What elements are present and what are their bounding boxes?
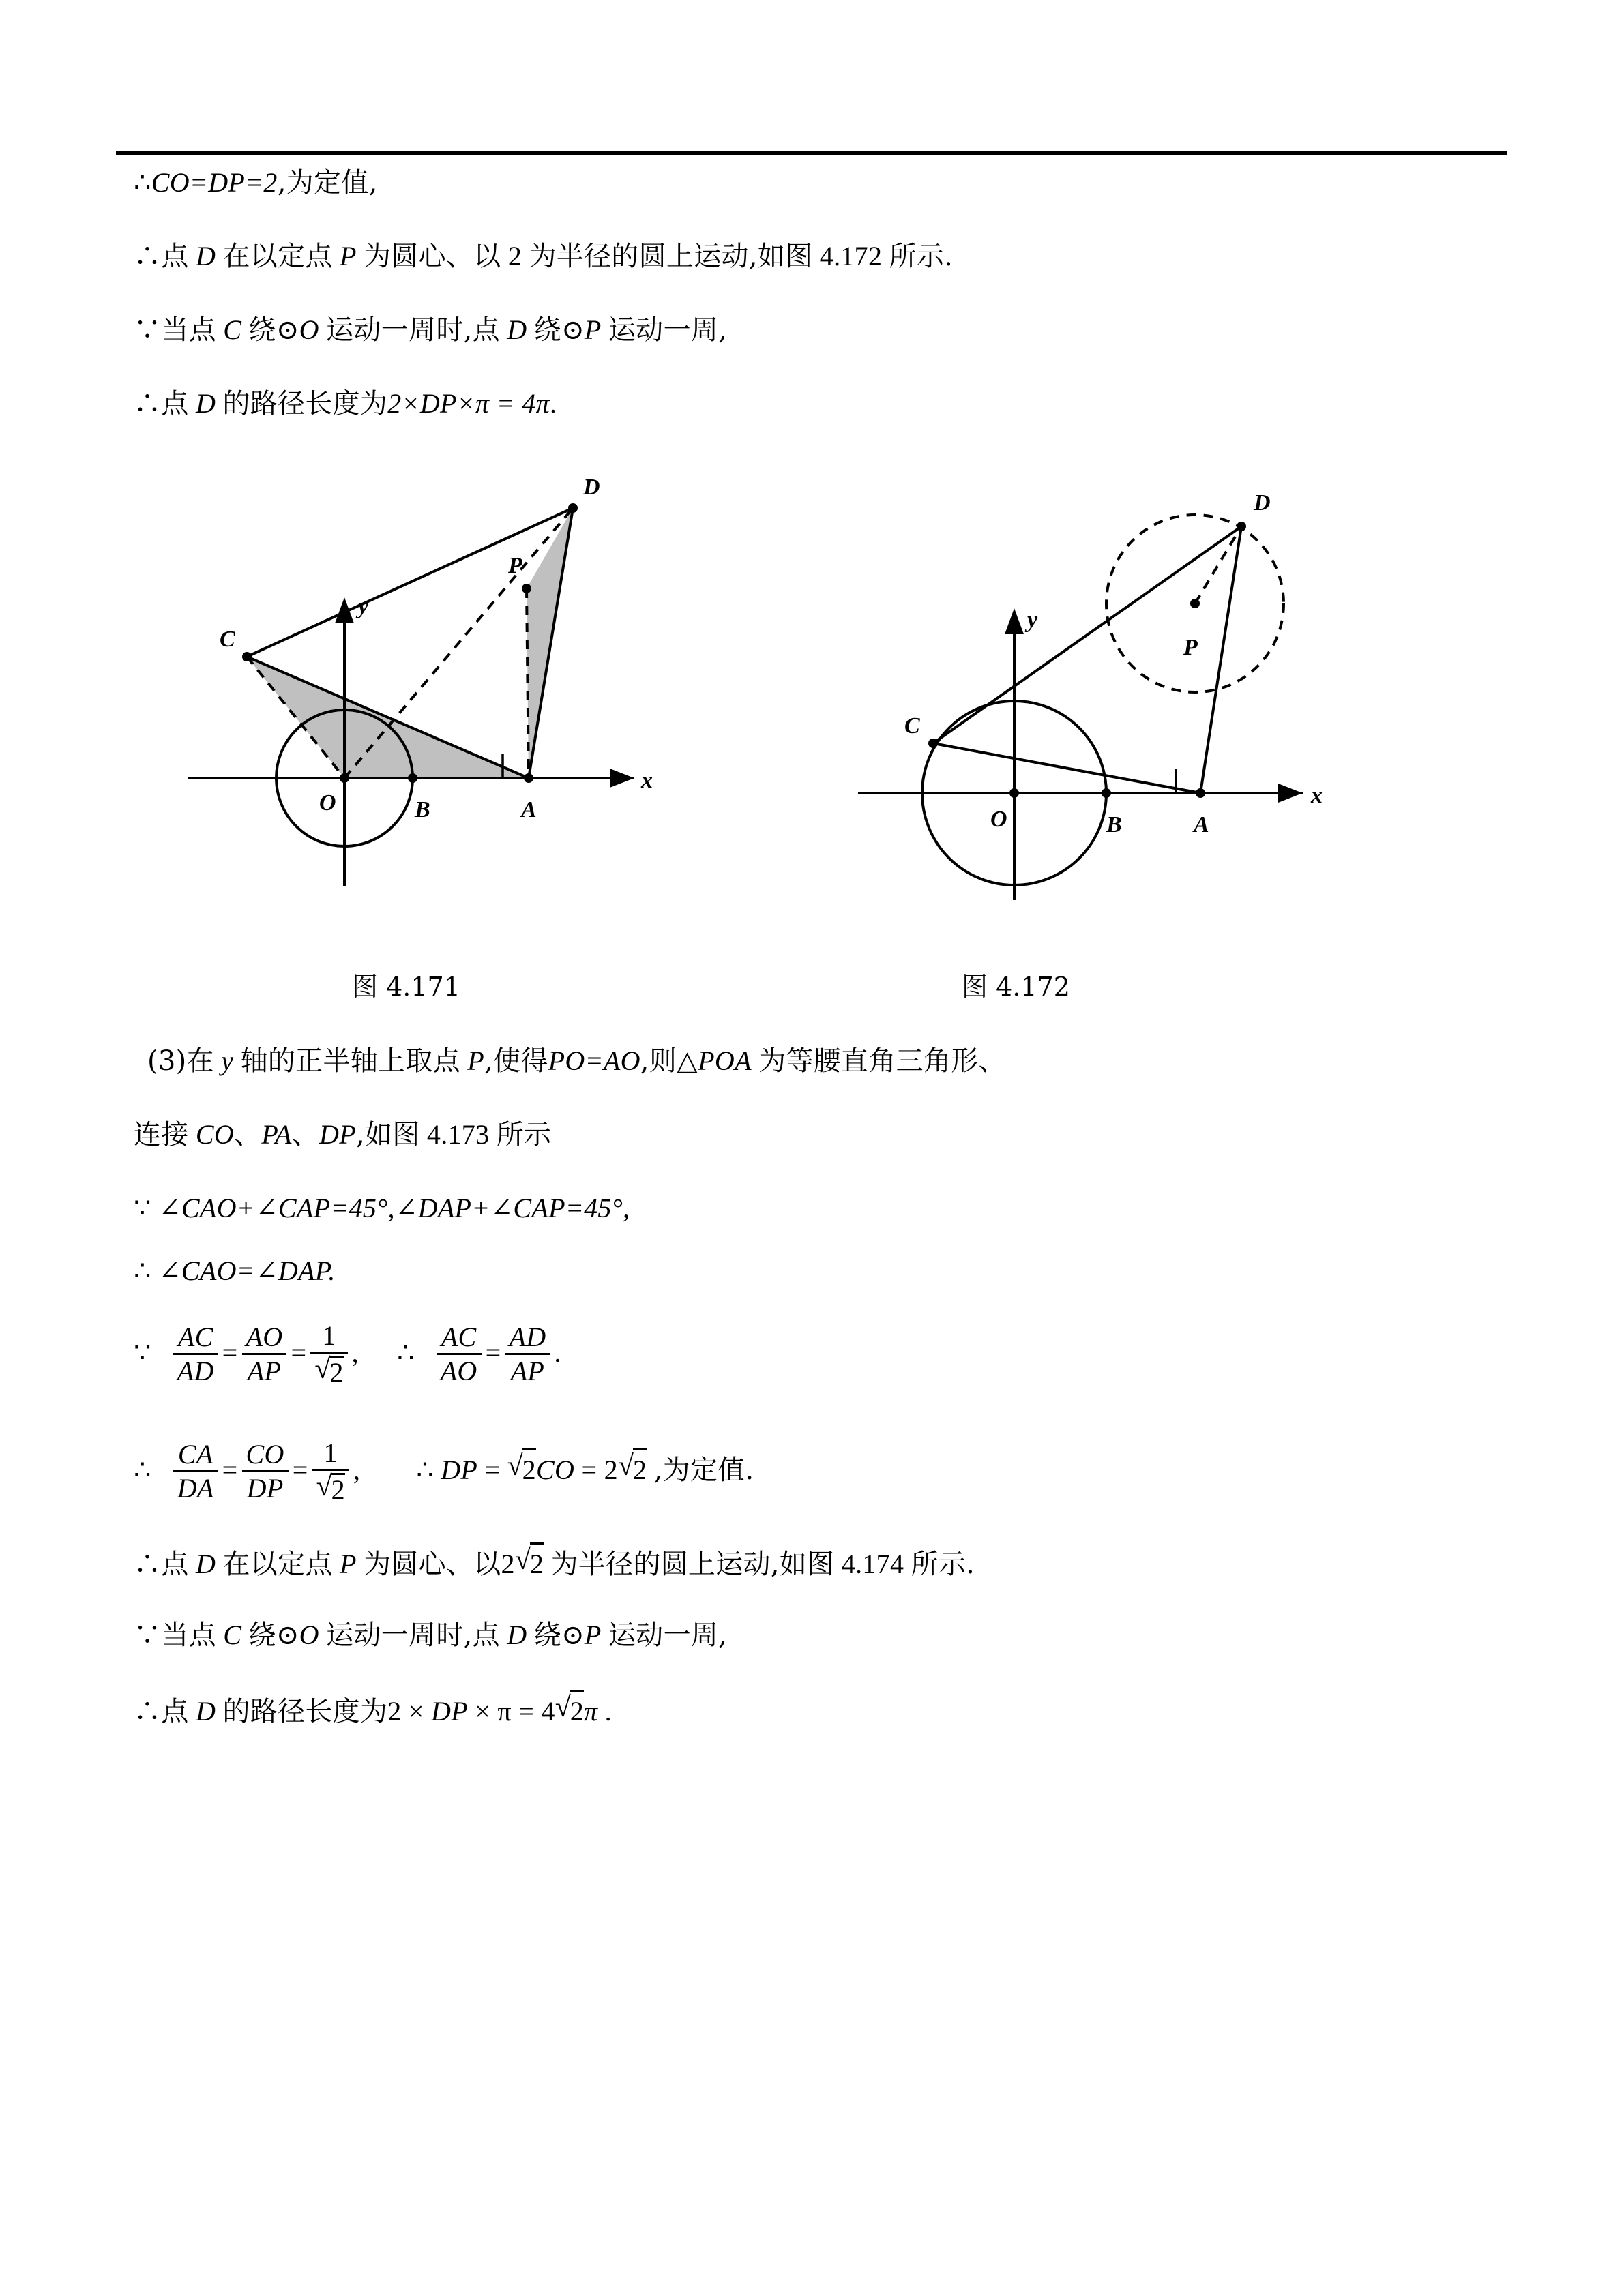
fraction-denominator: AO [440, 1356, 477, 1386]
figure-caption-4-171: 图 4.171 [352, 972, 460, 1002]
expr-part-1: 2 × [387, 1696, 424, 1727]
equals-A: = [484, 1455, 501, 1486]
line6-t3: 所示 [496, 1119, 552, 1150]
point-dot-C [242, 652, 252, 661]
text-line-7 [134, 1189, 630, 1227]
line5-t2: 轴的正半轴上取点 [240, 1045, 460, 1077]
fraction-denominator: DA [177, 1473, 214, 1504]
therefore-symbol: ∴ [134, 1255, 151, 1287]
sqrt-icon [618, 1448, 647, 1489]
fraction-AD-AP [505, 1323, 550, 1386]
line2-t1: 点 [161, 241, 189, 272]
sqrt-icon [314, 1356, 343, 1387]
line3-t5: 运动一周, [608, 314, 728, 346]
line13-t2: 的路径长度为 [222, 1696, 388, 1727]
line6-t2: ,如图 [355, 1119, 420, 1150]
therefore-symbol-2: ∴ [416, 1455, 434, 1487]
label-x-axis: x [641, 768, 653, 793]
line3-t4: 绕⊙ [533, 314, 585, 346]
fraction-AO-AP [242, 1323, 287, 1386]
line4-t1: 点 [161, 388, 189, 419]
equals-1: = [222, 1337, 238, 1369]
because-symbol: ∵ [134, 314, 162, 346]
point-dot-A [1196, 788, 1205, 798]
fraction-numerator: AC [173, 1323, 218, 1355]
point-C: C [223, 314, 242, 345]
equals-1: = [222, 1455, 238, 1486]
segment-DP: DP [431, 1696, 468, 1727]
text-line-13 [134, 1690, 612, 1731]
point-D: D [507, 1620, 527, 1650]
y-axis-arrow [1005, 608, 1024, 634]
figure-reference: 4.172 [819, 241, 883, 271]
segment-DP: DP [319, 1119, 356, 1150]
point-D: D [195, 1696, 216, 1727]
point-dot-B [408, 773, 417, 783]
therefore-symbol: ∴ [134, 1549, 162, 1580]
label-C: C [220, 627, 235, 652]
radicand: 2 [530, 1542, 544, 1583]
line3-t3: 运动一周时,点 [326, 314, 500, 346]
fraction-1-sqrt2 [310, 1322, 347, 1387]
point-D: D [507, 314, 527, 345]
point-P: P [339, 241, 357, 271]
line3-t2: 绕⊙ [248, 314, 299, 346]
line4-tail: . [549, 388, 557, 419]
label-C: C [904, 713, 920, 739]
fraction-numerator: CO [242, 1440, 289, 1472]
label-O: O [990, 807, 1007, 832]
because-symbol: ∵ [134, 1620, 162, 1651]
point-dot-B [1102, 788, 1111, 798]
point-C: C [223, 1620, 242, 1650]
line12-t4: 绕⊙ [533, 1620, 585, 1651]
text-line-9 [134, 1320, 561, 1388]
x-axis-arrow [610, 769, 634, 788]
line2-t5: 所示. [889, 241, 954, 272]
fraction-numerator: AO [242, 1323, 287, 1355]
text-line-4 [134, 385, 557, 423]
line2-t2: 在以定点 [222, 241, 333, 272]
fraction-numerator: 1 [312, 1439, 349, 1471]
line7-expression: ∠CAO+∠CAP=45°,∠DAP+∠CAP=45°, [158, 1193, 630, 1223]
point-dot-D [568, 503, 578, 513]
label-y-axis: y [358, 594, 369, 619]
radicand: 2 [522, 1448, 536, 1489]
line5-t1: 在 [186, 1045, 214, 1077]
line13-tail: . [604, 1696, 612, 1727]
label-y-axis: y [1027, 608, 1038, 633]
comma-1: , [353, 1455, 361, 1486]
point-dot-O [340, 773, 349, 783]
equals-3: = [485, 1337, 501, 1369]
segment-CA [933, 743, 1200, 793]
circle-O: O [299, 1620, 319, 1650]
line11-t5: 所示. [911, 1549, 975, 1580]
text-line-6 [134, 1116, 551, 1154]
fraction-denominator: AP [510, 1356, 545, 1386]
axis-y: y [221, 1045, 234, 1076]
point-P: P [339, 1549, 357, 1579]
line11-t2: 在以定点 [222, 1549, 333, 1580]
triangle-POA: POA [698, 1045, 752, 1076]
text-line-2 [134, 237, 953, 275]
text-line-12 [134, 1616, 727, 1654]
segment-DP: DP [441, 1455, 478, 1486]
fraction-AC-AO [437, 1323, 482, 1386]
line11-t1: 点 [161, 1549, 189, 1580]
line5-t4: ,则△ [640, 1045, 698, 1077]
text-line-10 [134, 1437, 754, 1506]
figure-caption-4-172: 图 4.172 [962, 972, 1070, 1002]
pi-symbol: π [584, 1696, 598, 1727]
equals-2: = [291, 1337, 307, 1369]
line1-tail: ,为定值, [277, 167, 378, 198]
figure-reference: 4.174 [841, 1549, 904, 1579]
line11-t4: 为半径的圆上运动,如图 [550, 1549, 835, 1580]
line4-expression: 2×DP×π = 4π [387, 388, 550, 419]
line12-t2: 绕⊙ [248, 1620, 299, 1651]
line8-expression: ∠CAO=∠DAP. [158, 1255, 336, 1286]
segment-PA: PA [261, 1119, 292, 1150]
line5-expr1: PO=AO [548, 1045, 640, 1076]
radicand: 2 [633, 1448, 647, 1489]
label-P: P [1183, 635, 1198, 660]
figure-4-171 [164, 457, 668, 907]
radicand: 2 [570, 1690, 584, 1731]
radius-value: 2 [507, 241, 522, 271]
circle-P: P [584, 314, 602, 345]
therefore-symbol: ∴ [134, 1696, 162, 1727]
line1-expression: CO=DP=2 [151, 167, 278, 198]
point-P: P [467, 1045, 485, 1076]
label-B: B [415, 797, 430, 822]
fraction-1-sqrt2 [312, 1439, 349, 1504]
fraction-denominator [312, 1471, 349, 1504]
line10-tail: ,为定值. [653, 1455, 754, 1487]
item-number: (3) [147, 1045, 187, 1077]
coefficient: 2 [604, 1455, 618, 1486]
point-dot-D [1237, 522, 1246, 531]
fraction-CO-DP [242, 1440, 289, 1503]
text-line-3 [134, 311, 727, 349]
because-symbol: ∵ [134, 1337, 151, 1369]
equals-B: = [581, 1455, 597, 1486]
line11-t3: 为圆心、以 [364, 1549, 501, 1580]
text-line-1 [134, 164, 378, 202]
fraction-denominator: AD [177, 1356, 214, 1386]
circle-P: P [584, 1620, 602, 1650]
expr-coefficient: 4 [541, 1696, 555, 1727]
line6-t1: 连接 [134, 1119, 189, 1150]
point-dot-O [1009, 788, 1019, 798]
x-axis-arrow [1278, 784, 1303, 803]
point-D: D [195, 388, 216, 419]
text-line-8 [134, 1252, 336, 1290]
label-D: D [583, 475, 600, 500]
sep-1: 、 [234, 1119, 262, 1150]
line5-t5: 为等腰直角三角形、 [758, 1045, 1006, 1077]
fraction-denominator [310, 1354, 347, 1387]
sqrt-icon [515, 1542, 544, 1583]
label-P: P [508, 553, 522, 578]
sqrt-icon [316, 1473, 345, 1504]
therefore-symbol-2: ∴ [396, 1337, 415, 1369]
fraction-numerator: CA [173, 1440, 218, 1472]
point-dot-A [524, 773, 533, 783]
segment-AD [1200, 526, 1241, 793]
fraction-AC-AD [173, 1323, 218, 1386]
comma-1: , [351, 1337, 359, 1369]
circle-O: O [299, 314, 319, 345]
line4-t2: 的路径长度为 [222, 388, 388, 419]
header-rule [116, 151, 1507, 155]
expr-part-2: × π = [475, 1696, 535, 1727]
therefore-symbol: ∴ [134, 167, 151, 198]
sqrt-icon [555, 1690, 584, 1731]
radicand: 2 [329, 1357, 344, 1388]
fraction-CA-DA [173, 1440, 218, 1503]
text-line-11 [134, 1542, 975, 1583]
radius-coefficient: 2 [501, 1549, 515, 1579]
point-dot-P [1190, 599, 1200, 608]
line13-t1: 点 [161, 1696, 189, 1727]
fraction-denominator: DP [246, 1473, 284, 1504]
text-line-5 [147, 1042, 1006, 1080]
line2-t3: 为圆心、以 [364, 241, 501, 272]
segment-CD [247, 508, 573, 657]
label-B: B [1106, 812, 1122, 837]
fraction-numerator: 1 [310, 1322, 347, 1354]
line12-t1: 当点 [161, 1620, 216, 1651]
label-A: A [521, 797, 537, 822]
line3-t1: 当点 [161, 314, 216, 346]
segment-CO: CO [195, 1119, 235, 1150]
figure-4-172 [846, 457, 1350, 907]
figure-reference: 4.173 [426, 1119, 490, 1150]
fraction-denominator: AP [247, 1356, 282, 1386]
point-D: D [195, 241, 216, 271]
sqrt-icon [507, 1448, 536, 1489]
equals-2: = [292, 1455, 308, 1486]
label-O: O [319, 790, 336, 816]
therefore-symbol: ∴ [134, 388, 162, 419]
segment-CO: CO [535, 1455, 575, 1486]
line2-t4: 为半径的圆上运动,如图 [529, 241, 813, 272]
radicand: 2 [331, 1474, 345, 1505]
fraction-numerator: AD [505, 1323, 550, 1355]
fraction-numerator: AC [437, 1323, 482, 1355]
label-D: D [1254, 490, 1271, 516]
line5-t3: ,使得 [484, 1045, 548, 1077]
therefore-symbol: ∴ [134, 1455, 151, 1487]
point-dot-C [928, 739, 938, 748]
therefore-symbol: ∴ [134, 241, 162, 272]
line12-t5: 运动一周, [608, 1620, 728, 1651]
line12-t3: 运动一周时,点 [326, 1620, 500, 1651]
point-D: D [195, 1549, 216, 1579]
label-x-axis: x [1311, 783, 1323, 808]
because-symbol: ∵ [134, 1193, 151, 1224]
label-A: A [1194, 812, 1209, 837]
point-dot-P [522, 584, 531, 593]
sep-2: 、 [291, 1119, 320, 1150]
period-1: . [554, 1337, 561, 1369]
